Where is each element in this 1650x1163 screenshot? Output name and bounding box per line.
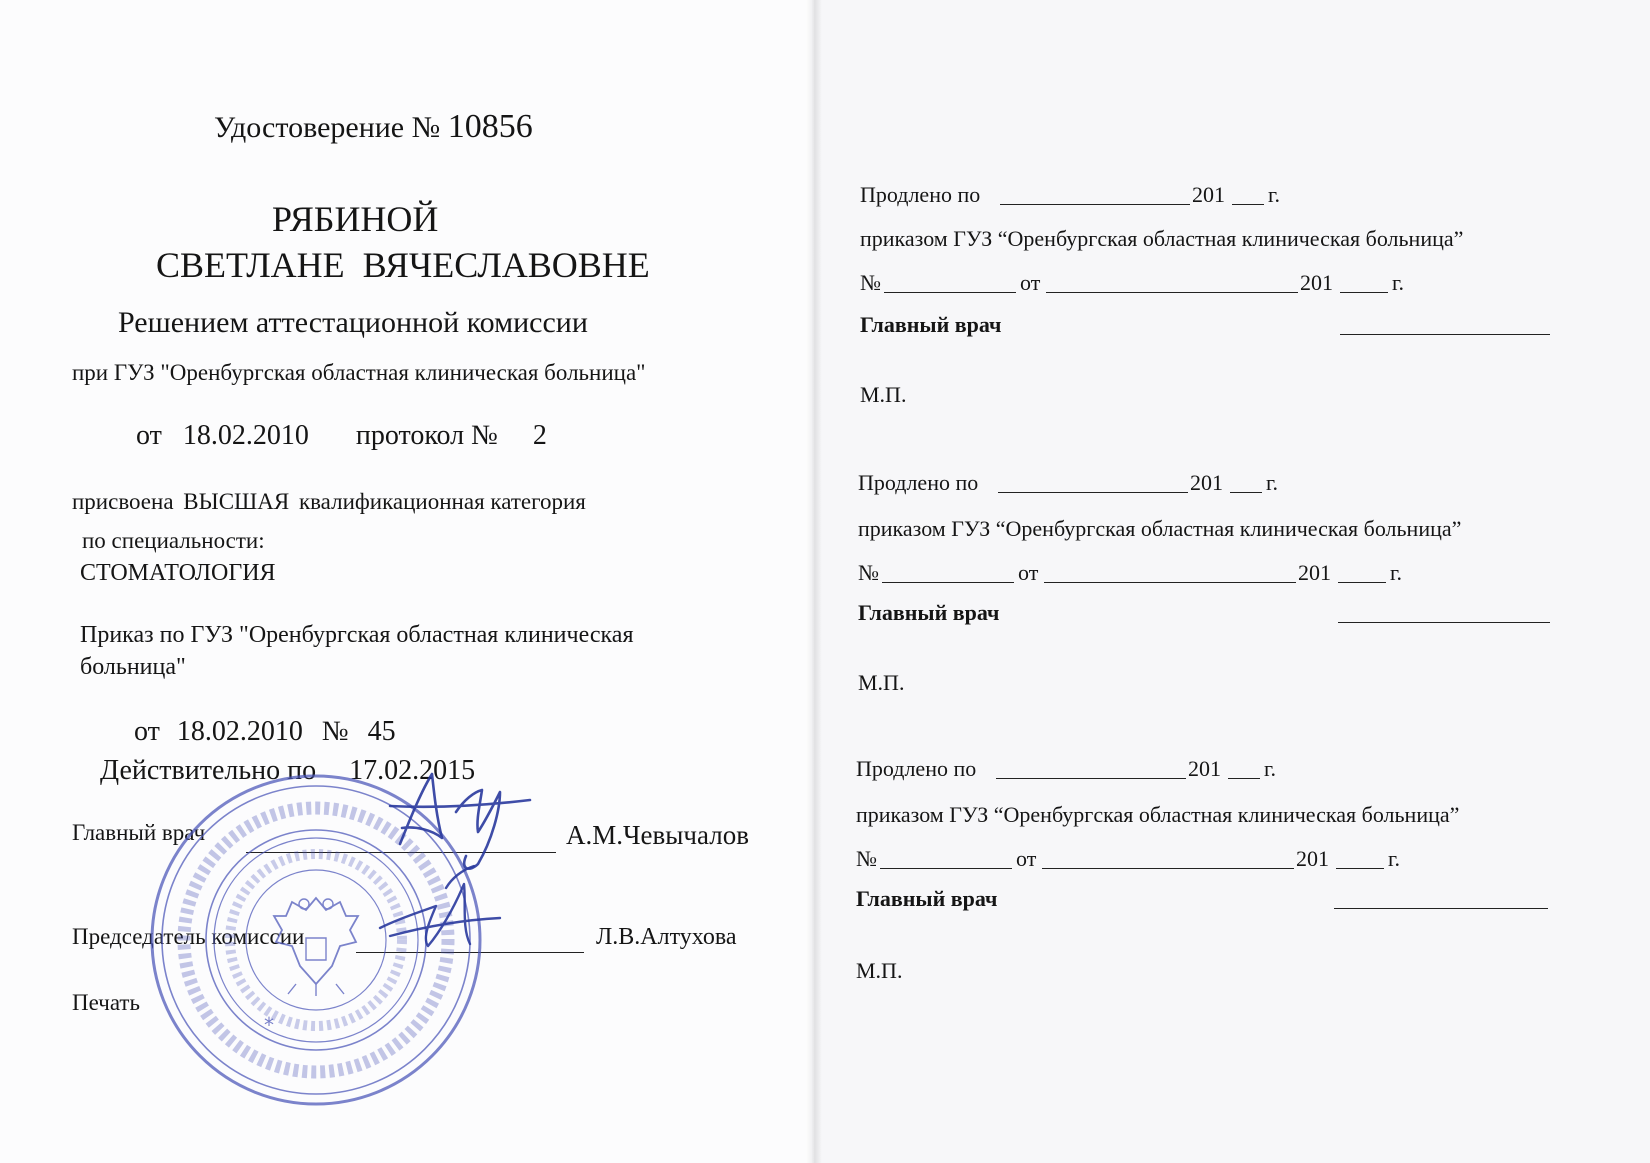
chief-doctor-label: Главный врач (858, 600, 1000, 625)
chief-doctor-label: Главный врач (856, 886, 998, 911)
decision-from-label: от (136, 420, 162, 451)
chairman-name: Л.В.Алтухова (596, 924, 737, 950)
extension-order-text: приказом ГУЗ “Оренбургская областная клиническая больница” (858, 516, 1462, 541)
holder-name: СВЕТЛАНЕ ВЯЧЕСЛАВОВНЕ (156, 245, 650, 285)
order-date-line (1044, 582, 1296, 583)
order-from-label: от (1018, 560, 1039, 585)
order-from-label: от (1016, 846, 1037, 871)
assigned-suffix: квалификационная категория (298, 489, 586, 514)
protocol-number: 2 (532, 420, 547, 451)
seal-place-label: М.П. (856, 958, 903, 983)
extended-year-prefix: 201 (1188, 756, 1221, 781)
svg-text:*: * (264, 1013, 274, 1037)
order-year-suffix: г. (1388, 846, 1401, 871)
holder-surname: РЯБИНОЙ (272, 199, 439, 239)
order-number-line (882, 582, 1014, 583)
seal-place-label: М.П. (858, 670, 905, 695)
extended-label: Продлено по (858, 470, 979, 495)
order-date-line (134, 716, 396, 748)
order-year-prefix: 201 (1300, 270, 1333, 295)
certificate-label: Удостоверение № (214, 111, 441, 144)
chief-signature-line (1340, 334, 1550, 335)
chief-doctor-name: А.М.Чевычалов (566, 820, 749, 850)
extended-year-line (1228, 778, 1260, 779)
order-number-line (880, 868, 1012, 869)
chief-doctor-label: Главный врач (860, 312, 1002, 337)
extended-year-suffix: г. (1266, 470, 1279, 495)
extended-date-line (998, 492, 1188, 493)
specialty-value: СТОМАТОЛОГИЯ (80, 560, 276, 586)
chief-signature-line (1334, 908, 1548, 909)
certificate-title (214, 108, 533, 146)
order-year-line (1338, 582, 1386, 583)
extension-block-3 (0, 746, 1460, 1006)
order-year-line (1340, 292, 1388, 293)
order-year-prefix: 201 (1298, 560, 1331, 585)
order-date-line (1042, 868, 1294, 869)
protocol-label: протокол № (355, 420, 498, 451)
order-date-line (1046, 292, 1298, 293)
extension-block-1 (0, 170, 1464, 430)
order-line-2: больница" (80, 654, 186, 680)
order-number-label: № (858, 560, 879, 585)
seal-place-label: М.П. (860, 382, 907, 407)
order-from-label: от (134, 716, 160, 747)
extended-year-line (1230, 492, 1262, 493)
order-year-suffix: г. (1390, 560, 1403, 585)
extension-order-text: приказом ГУЗ “Оренбургская областная клиническая больница” (856, 802, 1460, 827)
extended-label: Продлено по (860, 182, 981, 207)
chairman-label: Председатель комиссии (72, 924, 305, 949)
extended-year-suffix: г. (1264, 756, 1277, 781)
assigned-prefix: присвоена (72, 489, 174, 514)
order-year-suffix: г. (1392, 270, 1405, 295)
extension-block-2 (0, 460, 1462, 720)
order-year-line (1336, 868, 1384, 869)
chief-doctor-label: Главный врач (72, 820, 206, 845)
order-year-prefix: 201 (1296, 846, 1329, 871)
extended-year-line (1232, 204, 1264, 205)
decision-date: 18.02.2010 (182, 420, 309, 451)
order-date: 18.02.2010 (176, 716, 303, 747)
extended-year-prefix: 201 (1192, 182, 1225, 207)
organization-text: при ГУЗ "Оренбургская областная клиническая больница" (72, 360, 646, 385)
order-line-1: Приказ по ГУЗ "Оренбургская областная клиническая (80, 622, 634, 648)
order-number-label: № (860, 270, 881, 295)
valid-label: Действительно по (100, 755, 317, 786)
order-number-label: № (321, 716, 349, 747)
extended-year-prefix: 201 (1190, 470, 1223, 495)
order-from-label: от (1020, 270, 1041, 295)
extension-order-text: приказом ГУЗ “Оренбургская областная клиническая больница” (860, 226, 1464, 251)
commission-decision: Решением аттестационной комиссии (118, 306, 588, 339)
order-number: 45 (367, 716, 396, 747)
order-number-line (884, 292, 1016, 293)
stamp-label: Печать (72, 990, 140, 1015)
certificate-number: 10856 (447, 108, 533, 145)
extended-year-suffix: г. (1268, 182, 1281, 207)
specialty-label: по специальности: (82, 528, 265, 553)
extended-date-line (1000, 204, 1190, 205)
valid-date: 17.02.2015 (349, 755, 476, 786)
chief-signature-line (1338, 622, 1550, 623)
category-value: ВЫСШАЯ (183, 489, 290, 514)
order-number-label: № (856, 846, 877, 871)
extended-label: Продлено по (856, 756, 977, 781)
extended-date-line (996, 778, 1186, 779)
